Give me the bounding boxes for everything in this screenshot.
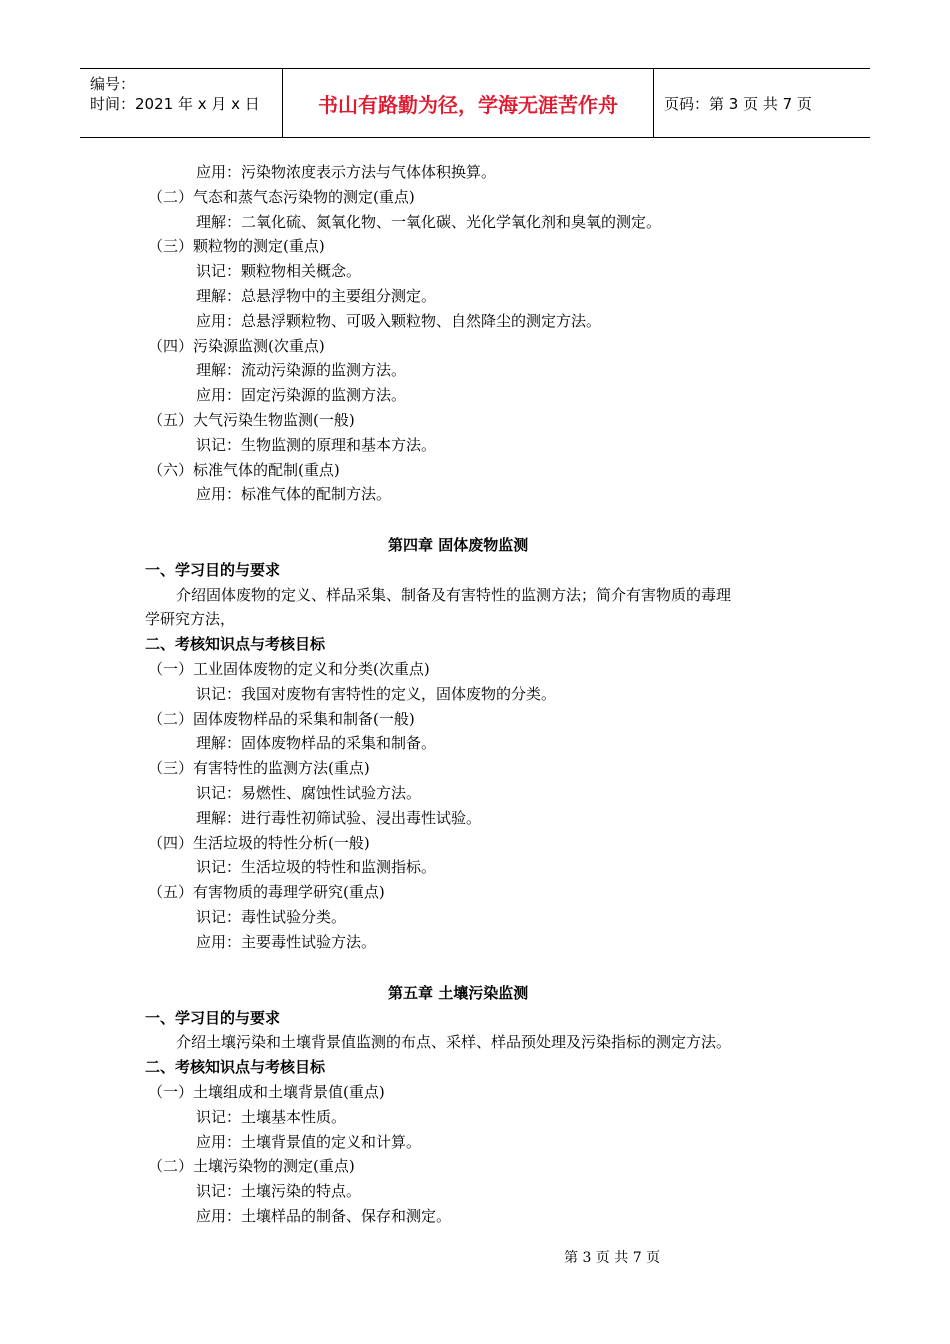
text-line: 应用：标准气体的配制方法。	[196, 485, 392, 503]
section-heading: （五）大气污染生物监测(一般)	[148, 411, 355, 429]
text-line: 识记：我国对废物有害特性的定义，固体废物的分类。	[196, 685, 557, 703]
text-line: 应用：土壤背景值的定义和计算。	[196, 1133, 422, 1151]
chapter-title: 第四章 固体废物监测	[388, 536, 529, 554]
subsection-title: 二、考核知识点与考核目标	[145, 1058, 326, 1076]
section-heading: （六）标准气体的配制(重点)	[148, 461, 340, 479]
text-line: 理解：固体废物样品的采集和制备。	[196, 734, 437, 752]
header-motto: 书山有路勤为径，学海无涯苦作舟	[283, 69, 654, 137]
text-line: 理解：总悬浮物中的主要组分测定。	[196, 287, 437, 305]
text-line: 识记：颗粒物相关概念。	[196, 262, 362, 280]
section-heading: （二）气态和蒸气态污染物的测定(重点)	[148, 188, 415, 206]
header-meta	[80, 69, 283, 137]
text-line: 识记：生物监测的原理和基本方法。	[196, 436, 437, 454]
section-heading: （三）有害特性的监测方法(重点)	[148, 759, 370, 777]
section-heading: （三）颗粒物的测定(重点)	[148, 237, 325, 255]
subsection-title: 一、学习目的与要求	[145, 561, 281, 579]
section-heading: （四）污染源监测(次重点)	[148, 337, 325, 355]
paragraph-line: 介绍土壤污染和土壤背景值监测的布点、采样、样品预处理及污染指标的测定方法。	[176, 1033, 732, 1051]
doc-date-label: 时间：2021 年 x 月 x 日	[90, 95, 260, 113]
section-heading: （一）土壤组成和土壤背景值(重点)	[148, 1083, 385, 1101]
subsection-title: 二、考核知识点与考核目标	[145, 635, 326, 653]
text-line: 理解：二氧化硫、氮氧化物、一氧化碳、光化学氧化剂和臭氧的测定。	[196, 213, 662, 231]
paragraph-line: 学研究方法，	[145, 610, 236, 628]
page-footer: 第 3 页 共 7 页	[564, 1250, 661, 1266]
section-heading: （一）工业固体废物的定义和分类(次重点)	[148, 660, 430, 678]
section-heading: （五）有害物质的毒理学研究(重点)	[148, 883, 385, 901]
text-line: 理解：进行毒性初筛试验、浸出毒性试验。	[196, 809, 482, 827]
section-heading: （二）固体废物样品的采集和制备(一般)	[148, 710, 415, 728]
text-line: 识记：土壤污染的特点。	[196, 1182, 362, 1200]
text-line: 识记：毒性试验分类。	[196, 908, 347, 926]
text-line: 识记：生活垃圾的特性和监测指标。	[196, 858, 437, 876]
subsection-title: 一、学习目的与要求	[145, 1009, 281, 1027]
text-line: 应用：固定污染源的监测方法。	[196, 386, 407, 404]
text-line: 应用：总悬浮颗粒物、可吸入颗粒物、自然降尘的测定方法。	[196, 312, 602, 330]
section-heading: （四）生活垃圾的特性分析(一般)	[148, 834, 370, 852]
text-line: 识记：土壤基本性质。	[196, 1108, 347, 1126]
text-line: 识记：易燃性、腐蚀性试验方法。	[196, 784, 422, 802]
doc-number-label: 编号：	[90, 75, 136, 93]
section-heading: （二）土壤污染物的测定(重点)	[148, 1157, 355, 1175]
paragraph-line: 介绍固体废物的定义、样品采集、制备及有害特性的监测方法；简介有害物质的毒理	[176, 586, 732, 604]
page-header	[80, 68, 870, 138]
text-line: 应用：主要毒性试验方法。	[196, 933, 377, 951]
text-line: 应用：污染物浓度表示方法与气体体积换算。	[196, 163, 497, 181]
chapter-title: 第五章 土壤污染监测	[388, 984, 529, 1002]
text-line: 理解：流动污染源的监测方法。	[196, 361, 407, 379]
text-line: 应用：土壤样品的制备、保存和测定。	[196, 1207, 452, 1225]
header-page-info: 页码：第 3 页 共 7 页	[664, 94, 812, 113]
